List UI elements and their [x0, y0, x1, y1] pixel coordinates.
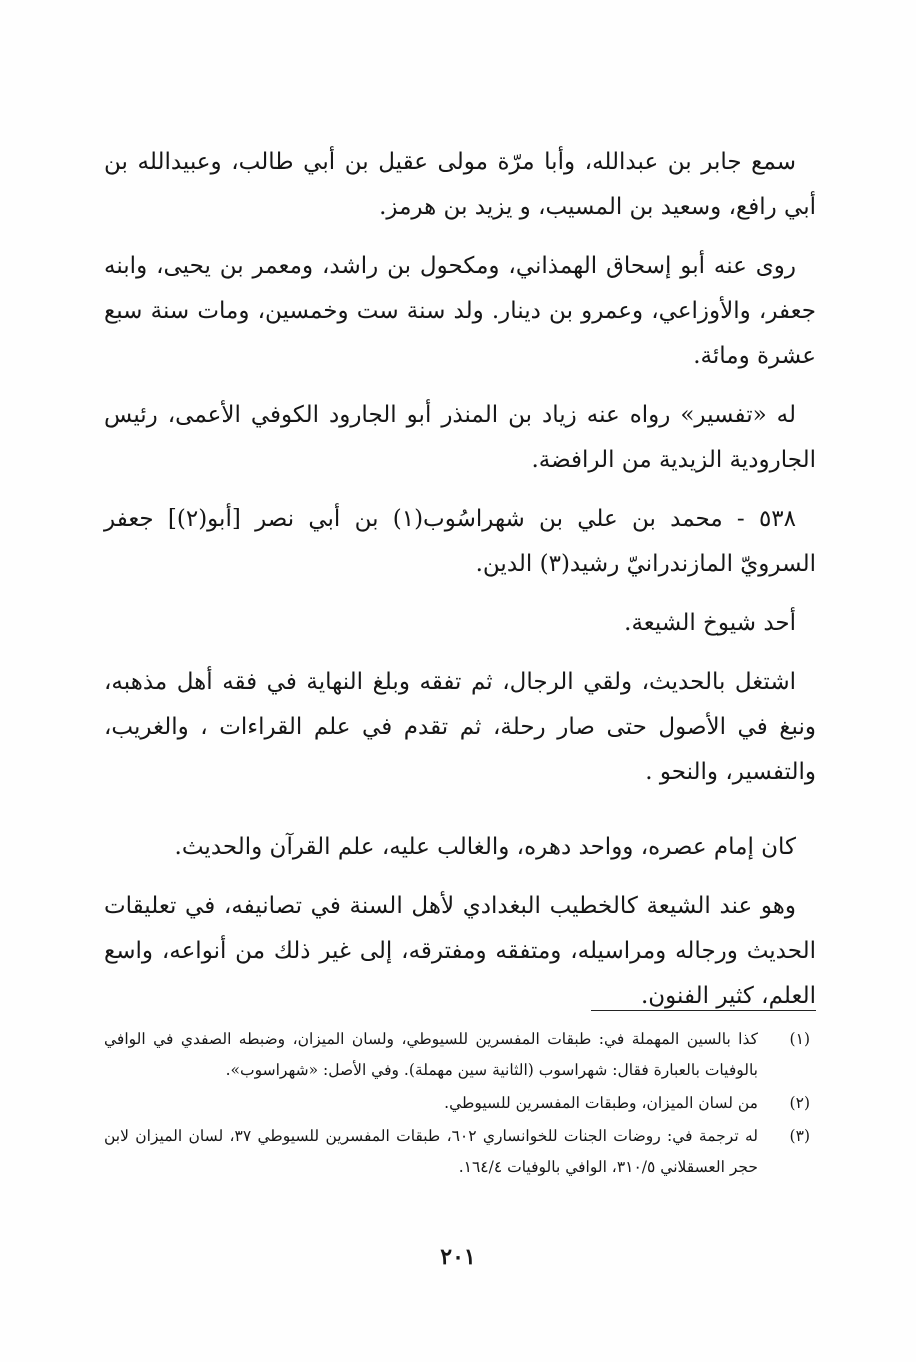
- footnote-text: من لسان الميزان، وطبقات المفسرين للسيوطي.: [444, 1094, 758, 1112]
- entry-heading-538: ٥٣٨ - محمد بن علي بن شهراسُوب(١) بن أبي نصر [أبو(٢)] جعفر السرويّ المازندرانيّ رشيد(٣) الدين.: [104, 506, 816, 577]
- paragraph-tafsir: له «تفسير» رواه عنه زياد بن المنذر أبو الجارود الكوفي الأعمى، رئيس الجارودية الزيدية من الرافضة.: [104, 402, 816, 473]
- footnote-2: [104, 1088, 816, 1119]
- footnote-number: (٢): [789, 1094, 810, 1112]
- footnote-divider: [591, 1010, 816, 1011]
- footnote-text: له ترجمة في: روضات الجنات للخوانساري ٦٠٢، طبقات المفسرين للسيوطي ٣٧، لسان الميزان لابن حجر العسقلاني ٣١٠/٥، الوافي بالوفيات ١٦٤/٤.: [104, 1127, 758, 1176]
- paragraph-shia-sheikh: أحد شيوخ الشيعة.: [624, 610, 796, 636]
- footnote-3: [104, 1121, 816, 1183]
- paragraph-studies: اشتغل بالحديث، ولقي الرجال، ثم تفقه وبلغ النهاية في فقه أهل مذهبه، ونبغ في الأصول حتى صار رحلة، ثم تقدم في علم القراءات ، والغريب، والتفسير، والنحو .: [104, 669, 816, 785]
- paragraph-khatib: وهو عند الشيعة كالخطيب البغدادي لأهل السنة في تصانيفه، في تعليقات الحديث ورجاله ومراسيله، ومتفقه ومفترقه، إلى غير ذلك من أنواعه، واسع العلم، كثير الفنون.: [104, 893, 816, 1009]
- paragraph-imam: كان إمام عصره، وواحد دهره، والغالب عليه، علم القرآن والحديث.: [174, 834, 796, 860]
- footnotes: [104, 1024, 816, 1185]
- main-text: [104, 140, 816, 1033]
- footnote-text: كذا بالسين المهملة في: طبقات المفسرين للسيوطي، ولسان الميزان، وضبطه الصفدي في الوافي بالوفيات بالعبارة فقال: شهراسوب (الثانية سين مهملة). وفي الأصل: «شهراسوب».: [104, 1030, 758, 1079]
- footnote-number: (٣): [789, 1127, 810, 1145]
- page-number: ٢٠١: [440, 1244, 476, 1270]
- paragraph-students: روى عنه أبو إسحاق الهمذاني، ومكحول بن راشد، ومعمر بن يحيى، وابنه جعفر، والأوزاعي، وعمرو بن دينار. ولد سنة ست وخمسين، ومات سنة سبع عشرة ومائة.: [104, 253, 816, 369]
- paragraph-teachers: سمع جابر بن عبدالله، وأبا مرّة مولى عقيل بن أبي طالب، وعبيدالله بن أبي رافع، وسعيد بن المسيب، و يزيد بن هرمز.: [104, 149, 816, 220]
- footnote-number: (١): [789, 1030, 810, 1048]
- footnote-1: [104, 1024, 816, 1086]
